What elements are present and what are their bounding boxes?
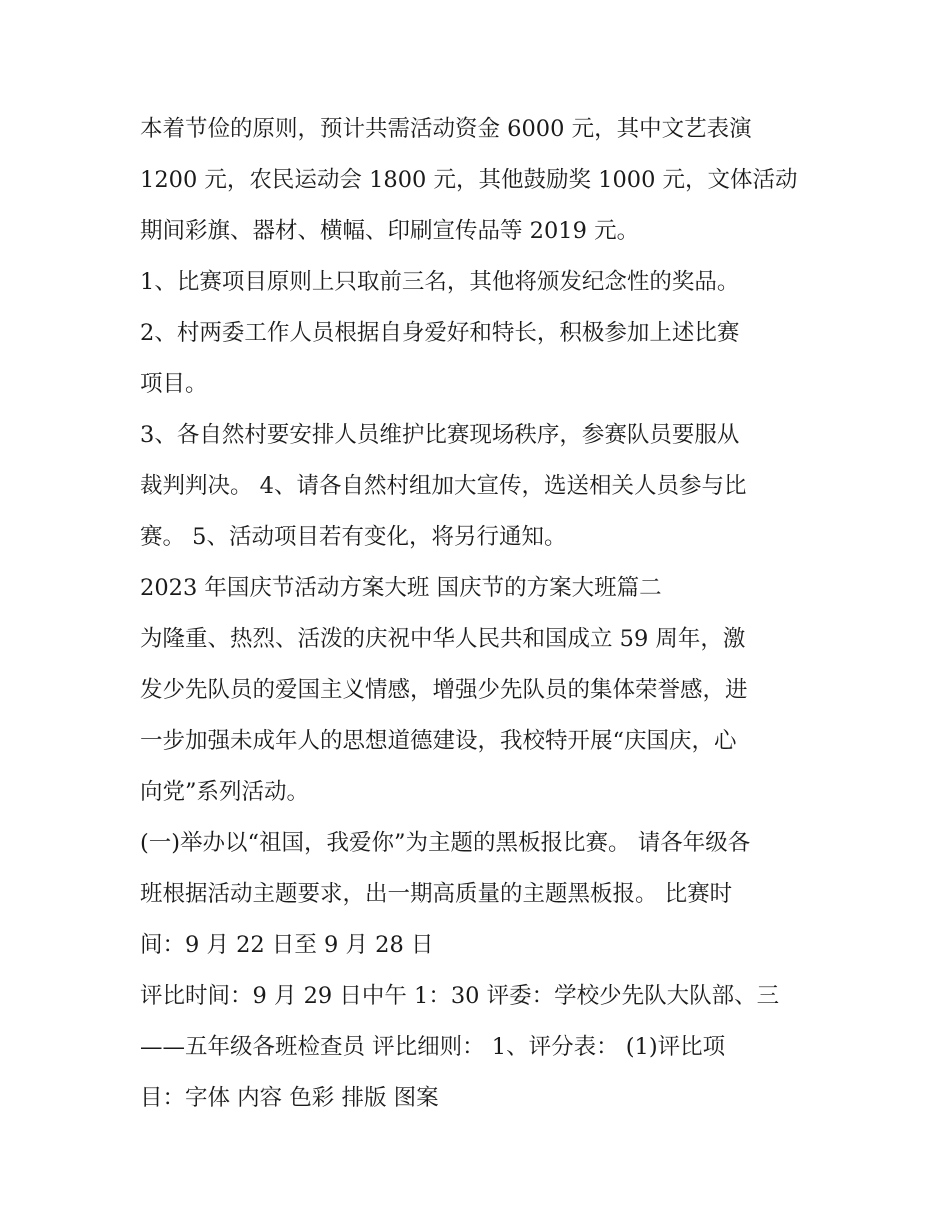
text-line: 本着节俭的原则，预计共需活动资金 6000 元，其中文艺表演 — [140, 116, 752, 142]
text-line: 间：9 月 22 日至 9 月 28 日 — [140, 932, 434, 958]
text-line: 一步加强未成年人的思想道德建设，我校特开展“庆国庆，心 — [140, 728, 737, 754]
text-line: 2、村两委工作人员根据自身爱好和特长，积极参加上述比赛 — [140, 320, 740, 346]
text-line: 班根据活动主题要求，出一期高质量的主题黑板报。 比赛时 — [140, 881, 733, 907]
text-line: 为隆重、热烈、活泼的庆祝中华人民共和国成立 59 周年，激 — [140, 626, 746, 652]
text-line: 发少先队员的爱国主义情感，增强少先队员的集体荣誉感，进 — [140, 677, 748, 703]
text-line: 期间彩旗、器材、横幅、印刷宣传品等 2019 元。 — [140, 218, 640, 244]
text-line: 1、比赛项目原则上只取前三名，其他将颁发纪念性的奖品。 — [140, 269, 740, 295]
section-heading: 2023 年国庆节活动方案大班 国庆节的方案大班篇二 — [140, 575, 662, 601]
text-line: 裁判判决。 4、请各自然村组加大宣传，选送相关人员参与比 — [140, 473, 747, 499]
text-line: 3、各自然村要安排人员维护比赛现场秩序，参赛队员要服从 — [140, 422, 740, 448]
text-line: ——五年级各班检查员 评比细则： 1、评分表： (1)评比项 — [140, 1034, 726, 1060]
text-line: 评比时间：9 月 29 日中午 1：30 评委：学校少先队大队部、三 — [140, 983, 780, 1009]
text-line: 向党”系列活动。 — [140, 779, 310, 805]
text-line: 目：字体 内容 色彩 排版 图案 — [140, 1085, 439, 1111]
text-line: 项目。 — [140, 371, 208, 397]
text-line: (一)举办以“祖国，我爱你”为主题的黑板报比赛。 请各年级各 — [140, 830, 751, 856]
document-body — [140, 104, 820, 1124]
text-line: 1200 元，农民运动会 1800 元，其他鼓励奖 1000 元，文体活动 — [140, 167, 798, 193]
text-line: 赛。 5、活动项目若有变化，将另行通知。 — [140, 524, 567, 550]
